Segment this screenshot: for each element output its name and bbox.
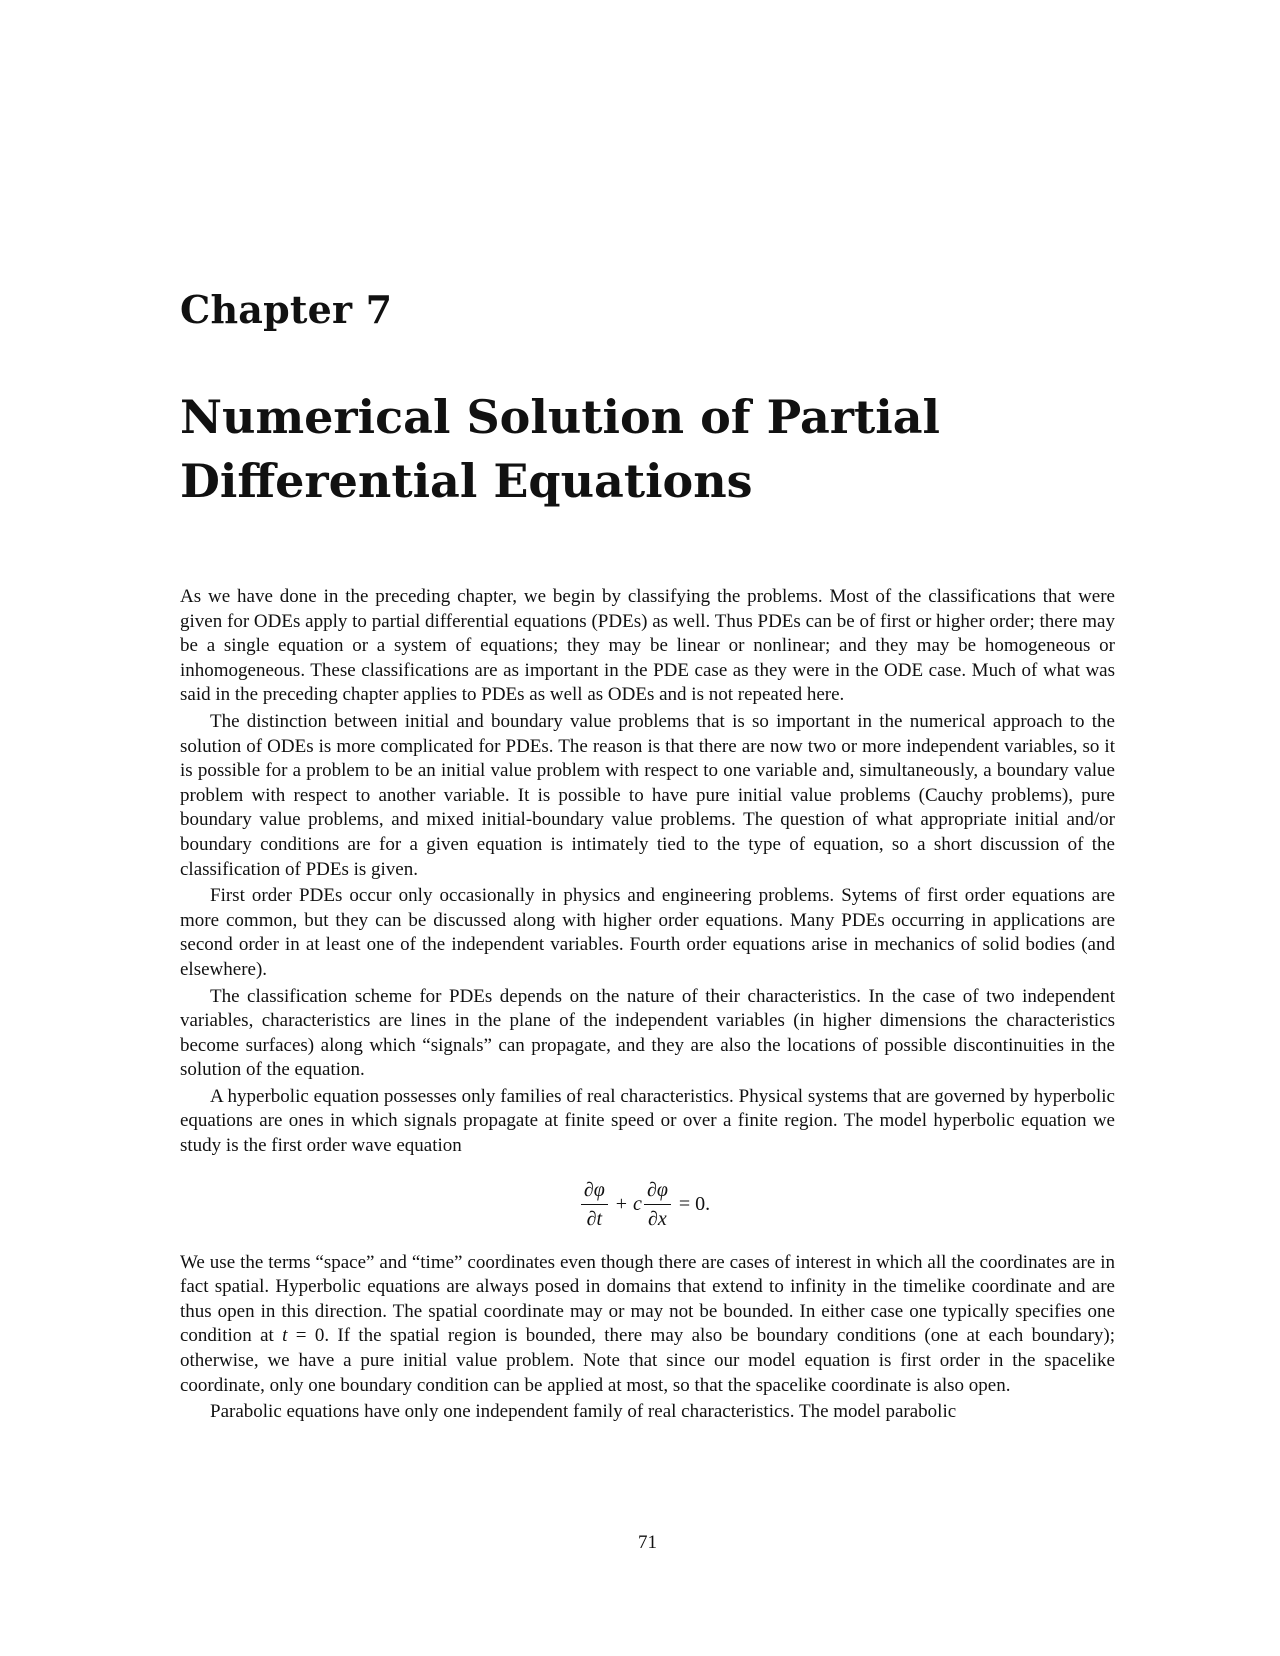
chapter-title-line-1: Numerical Solution of Partial bbox=[180, 390, 941, 444]
chapter-label: Chapter 7 bbox=[180, 287, 393, 332]
paragraph-3: First order PDEs occur only occasionally in physics and engineering problems. Sytems of first order equations are more common, but they can be discussed along with higher order equations. Many PDEs occurring in applications are second order in at least one of the independent variables. Fourth order equations arise in mechanics of solid bodies (and elsewhere). bbox=[180, 885, 1115, 980]
plus-operator: + bbox=[615, 1193, 628, 1216]
paragraph-4: The classification scheme for PDEs depends on the nature of their characteristics. In the case of two independent variables, characteristics are lines in the plane of the independent variables (in higher dimensions the characteristics become surfaces) along which “signals” can propagate, and they are also the locations of possible discontinuities in the solution of the equation. bbox=[180, 985, 1115, 1081]
fraction-dphi-dx bbox=[644, 1178, 671, 1231]
paragraph-6 bbox=[180, 1251, 1115, 1399]
paragraph-6-part-1: We use the terms “space” and “time” coordinates even though there are cases of interest in which all the coordinates are in fact spatial. Hyperbolic equations are always posed in domains that extend to infinity in the timelike coordinate and are thus open in this direction. The spatial coordinate may or may not be bounded. In either case one typically specifies one condition at bbox=[180, 1251, 1115, 1347]
fraction-dphi-dt bbox=[581, 1178, 608, 1231]
paragraph-2: The distinction between initial and boundary value problems that is so important in the numerical approach to the solution of ODEs is more complicated for PDEs. The reason is that there are now two or more independent variables, so it is possible for a problem to be an initial value problem with respect to one variable and, simultaneously, a boundary value problem with respect to another variable. It is possible to have pure initial value problems (Cauchy problems), pure boundary value problems, and mixed initial-boundary value problems. The question of what appropriate initial and/or boundary conditions are for a given equation is intimately tied to the type of equation, so a short discussion of the classification of PDEs is given. bbox=[180, 710, 1115, 880]
variable-t: t bbox=[282, 1325, 288, 1347]
fraction-denominator: ∂t bbox=[586, 1208, 603, 1231]
paragraph-7: Parabolic equations have only one independent family of real characteristics. The model parabolic bbox=[210, 1401, 957, 1423]
fraction-numerator: ∂φ bbox=[644, 1178, 671, 1205]
page bbox=[180, 0, 1115, 1656]
paragraph-5: A hyperbolic equation possesses only families of real characteristics. Physical systems that are governed by hyperbolic equations are ones in which signals propagate at finite speed or over a finite region. The model hyperbolic equation we study is the first order wave equation bbox=[180, 1085, 1115, 1157]
chapter-title bbox=[180, 385, 1115, 513]
wave-equation bbox=[180, 1165, 1115, 1245]
chapter-title-line-2: Differential Equations bbox=[180, 454, 753, 508]
equals-zero: = 0. bbox=[678, 1193, 711, 1216]
fraction-numerator: ∂φ bbox=[581, 1178, 608, 1205]
coefficient-c: c bbox=[633, 1193, 642, 1216]
paragraph-6-part-2: = 0. If the spatial region is bounded, there may also be boundary conditions (one at each boundary); otherwise, we have a pure initial value problem. Note that since our model equation is first order in the spacelike coordinate, only one boundary condition can be applied at most, so that the spacelike coordinate is also open. bbox=[180, 1325, 1116, 1396]
fraction-denominator: ∂x bbox=[648, 1208, 667, 1231]
page-number: 71 bbox=[638, 1532, 657, 1553]
paragraph-1: As we have done in the preceding chapter, we begin by classifying the problems. Most of the classifications that were given for ODEs apply to partial differential equations (PDEs) as well. Thus PDEs can be of first or higher order; there may be a single equation or a system of equations; they may be linear or nonlinear; and they may be homogeneous or inhomogeneous. These classifications are as important in the PDE case as they were in the ODE case. Much of what was said in the preceding chapter applies to PDEs as well as ODEs and is not repeated here. bbox=[180, 586, 1115, 706]
body-text bbox=[180, 585, 1115, 1427]
